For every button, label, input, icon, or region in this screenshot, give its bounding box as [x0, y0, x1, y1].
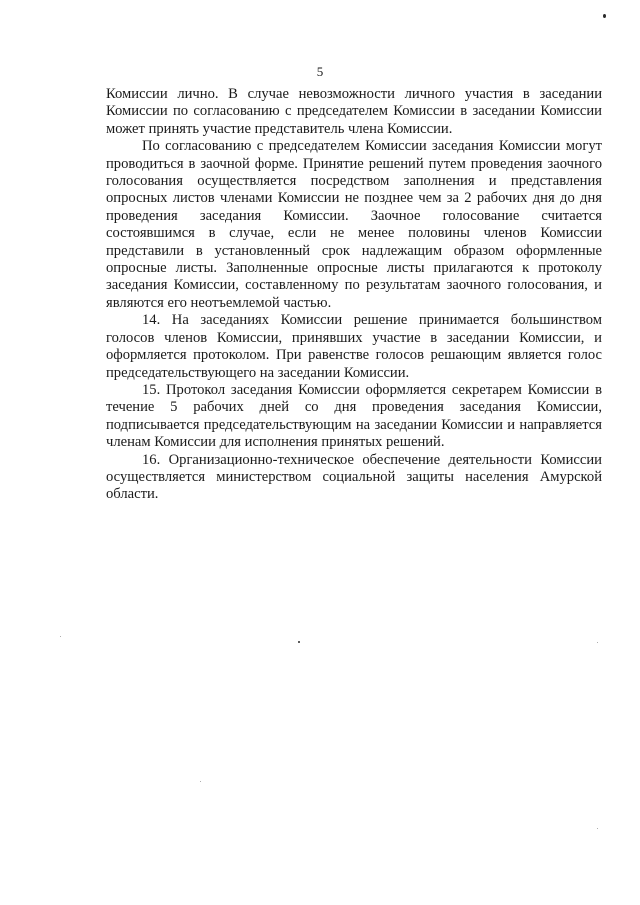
scan-speck — [200, 781, 201, 782]
paragraph-continuation: Комиссии лично. В случае невозможности личного участия в заседании Комиссии по согласованию с председателем Комиссии в заседании Комиссии может принять участие представитель члена Комиссии. — [106, 86, 602, 137]
scan-speck — [597, 828, 598, 829]
scan-speck — [60, 636, 61, 637]
document-body — [106, 86, 602, 504]
scan-speck — [597, 642, 598, 643]
scan-speck — [603, 14, 606, 18]
paragraph-item-14: 14. На заседаниях Комиссии решение принимается большинством голосов членов Комиссии, принявших участие в заседании Комиссии, и оформляется протоколом. При равенстве голосов решающим является голос председательствующего на заседании Комиссии. — [106, 312, 602, 381]
page-number: 5 — [316, 64, 324, 79]
paragraph-absentee-voting: По согласованию с председателем Комиссии заседания Комиссии могут проводиться в заочной форме. Принятие решений путем проведения заочного голосования осуществляется посредством заполнения и представления опросных листов членами Комиссии не позднее чем за 2 рабочих дня до дня проведения заседания Комиссии. Заочное голосование считается состоявшимся в случае, если не менее половины членов Комиссии представили в установленный срок надлежащим образом оформленные опросные листы. Заполненные опросные листы прилагаются к протоколу заседания Комиссии, составленному по результатам заочного голосования, и являются его неотъемлемой частью. — [106, 138, 602, 311]
scan-speck — [298, 641, 300, 643]
paragraph-item-16: 16. Организационно-техническое обеспечение деятельности Комиссии осуществляется министерством социальной защиты населения Амурской области. — [106, 451, 602, 503]
paragraph-item-15: 15. Протокол заседания Комиссии оформляется секретарем Комиссии в течение 5 рабочих дней со дня проведения заседания Комиссии, подписывается председательствующим на заседании Комиссии и направляется членам Комиссии для исполнения принятых решений. — [106, 381, 602, 451]
